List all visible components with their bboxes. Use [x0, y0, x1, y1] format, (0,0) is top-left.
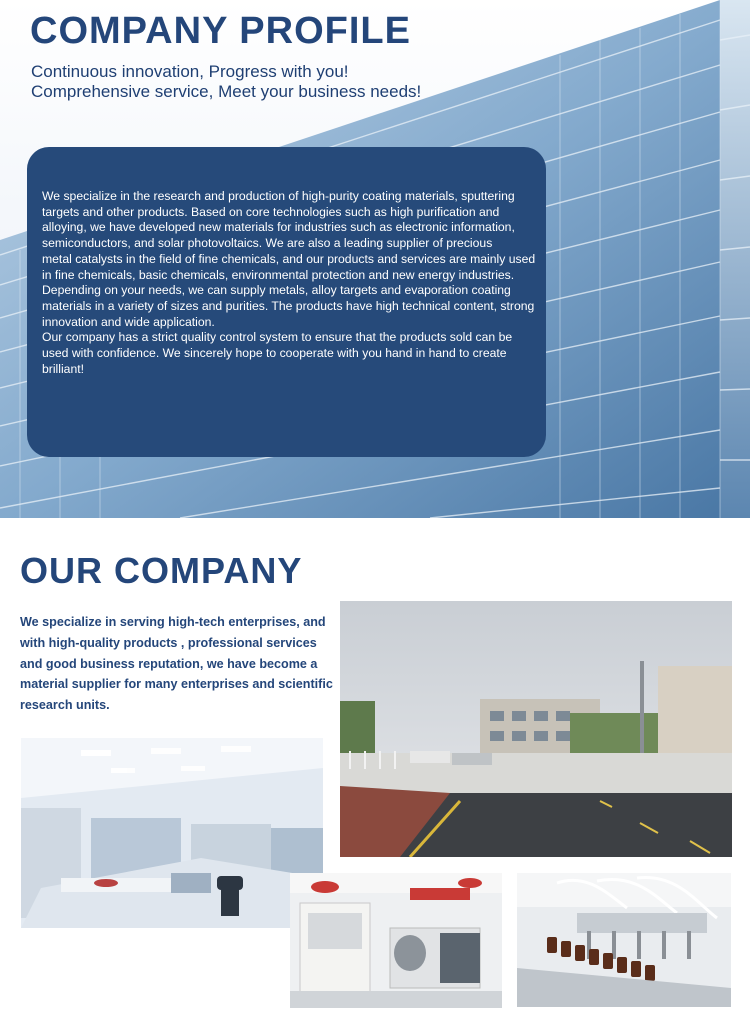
our-company-title: OUR COMPANY — [20, 550, 303, 591]
our-company-description: We specialize in serving high-tech enterprises, and with high-quality products , professional services and good business reputation, we have become a material supplier for many enterprises and scientific research units. — [20, 615, 333, 713]
instrument-photo — [290, 873, 502, 1008]
laboratory-photo — [21, 738, 323, 928]
company-profile-box — [27, 147, 546, 457]
hero-subtitle-line: Comprehensive service, Meet your business needs! — [31, 82, 422, 101]
hero-subtitle-line: Continuous innovation, Progress with you! — [31, 62, 349, 81]
profile-paragraph: We specialize in the research and production of high-purity coating materials, sputtering targets and other products. Based on core technologies such as high purification and alloying, we have developed new materials for industries such as electronic information, semiconductors, and solar photovoltaics. We are also a leading supplier of precious — [42, 189, 515, 251]
profile-paragraph: metal catalysts in the field of fine chemicals, and our products and services are mainly used in fine chemicals, basic chemicals, environmental protection and new energy industries. — [42, 251, 536, 282]
profile-paragraph: Our company has a strict quality control system to ensure that the products sold can be used with confidence. We sincerely hope to cooperate with you hand in hand to create brilliant! — [42, 330, 513, 376]
production-line-photo — [517, 873, 731, 1007]
page-title: COMPANY PROFILE — [30, 10, 411, 52]
factory-exterior-photo — [340, 601, 732, 857]
profile-paragraph: Depending on your needs, we can supply metals, alloy targets and evaporation coating materials in a variety of sizes and purities. The products have high technical content, strong innovation and wide application. — [42, 283, 535, 329]
hero-subtitle — [31, 62, 421, 102]
